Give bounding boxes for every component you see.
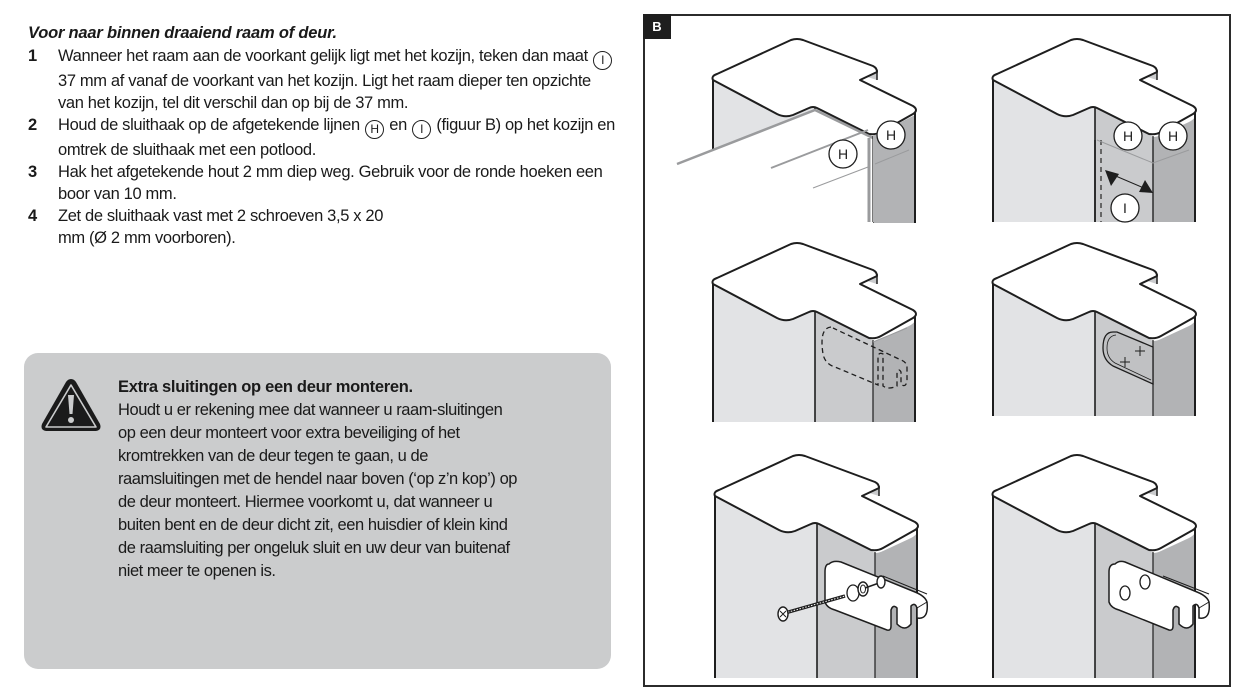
steps-list: [28, 45, 618, 249]
step-text: Hak het afgetekende hout 2 mm diep weg. Gebruik voor de ronde hoeken een boor van 10 mm.: [58, 163, 603, 203]
step-1: [28, 45, 618, 114]
step-number: 1: [28, 47, 37, 65]
frame-illustrations: [645, 16, 1228, 684]
step-text: Wanneer het raam aan de voorkant gelijk ligt met het kozijn, teken dan maat I 37 mm af vanaf de voorkant van het kozijn. Ligt het raam dieper ten opzichte van het kozijn, tel dit verschil dan op bij de 37 mm.: [58, 45, 618, 114]
step-3: [28, 161, 618, 205]
callout-i: I: [593, 51, 612, 70]
warning-triangle-icon: [24, 376, 118, 669]
panel-6-strike-mounted: [989, 455, 1209, 684]
step-number: 4: [28, 207, 37, 225]
svg-text:H: H: [885, 127, 897, 143]
figure-b: [643, 14, 1231, 687]
step-text: Houd de sluithaak op de afgetekende lijnen H en I (figuur B) op het kozijn en omtrek de sluithaak met een potlood.: [58, 116, 615, 159]
step-text: Zet de sluithaak vast met 2 schroeven 3,5 x 20 mm (Ø 2 mm voorboren).: [58, 207, 384, 247]
step-number: 2: [28, 116, 37, 134]
warning-content: [118, 376, 591, 669]
warning-body: Houdt u er rekening mee dat wanneer u raam-sluitingen op een deur monteert voor extra beveiliging of het kromtrekken van de deur tegen te gaan, u de raamsluitingen met de hendel naar boven (‘op z’n kop’) op de deur monteert. Hiermee voorkomt u, dat wanneer u buiten bent en de deur dicht zit, een huisdier of klein kind de raamsluiting per ongeluk sluit en uw deur van buitenaf niet meer te openen is.: [118, 401, 518, 580]
section-title: Voor naar binnen draaiend raam of deur.: [28, 24, 337, 42]
step-2: [28, 114, 618, 161]
warning-title: Extra sluitingen op een deur monteren.: [118, 378, 413, 396]
panel-2-mark-h-i: [989, 39, 1199, 282]
svg-text:H: H: [1167, 128, 1179, 144]
step-4: [28, 205, 618, 249]
svg-text:H: H: [837, 146, 849, 162]
instructions-column: [28, 22, 618, 249]
callout-h: H: [365, 120, 384, 139]
callout-i: I: [412, 120, 431, 139]
svg-text:I: I: [1123, 200, 1127, 216]
step-number: 3: [28, 163, 37, 181]
figure-label: B: [643, 14, 671, 39]
svg-text:H: H: [1122, 128, 1134, 144]
warning-box: [24, 353, 611, 669]
